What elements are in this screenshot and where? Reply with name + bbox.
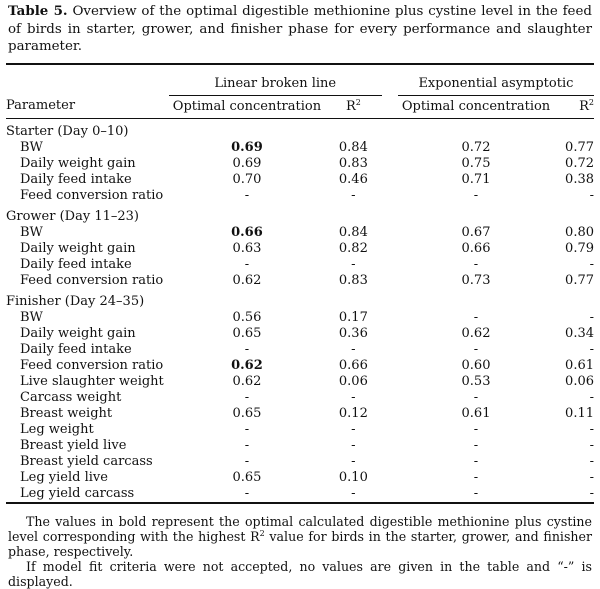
linear-r2-cell: 0.17 — [338, 309, 368, 325]
exp-r2-cell: - — [589, 187, 594, 203]
footnote-bold — [8, 514, 592, 559]
linear-optimal-cell: 0.65 — [232, 469, 262, 485]
parameter-cell: Breast yield carcass — [20, 453, 153, 469]
linear-optimal-cell: 0.63 — [232, 240, 262, 256]
table-row — [6, 486, 594, 502]
caption-label: Table 5. — [8, 3, 68, 19]
gap-cell — [382, 310, 398, 326]
linear-optimal-cell: - — [244, 256, 250, 272]
exp-r2-cell: - — [589, 341, 594, 357]
exp-optimal-cell: - — [473, 389, 479, 405]
table-row — [6, 310, 594, 326]
parameter-cell: Daily feed intake — [20, 256, 132, 272]
caption-text: Overview of the optimal digestible methionine plus cystine level in the feed of birds in starter, grower, and finisher phase for every performance and slaughter parameter. — [8, 4, 592, 54]
parameter-cell: Breast yield live — [20, 437, 127, 453]
exp-r2-cell: - — [589, 453, 594, 469]
parameter-cell: Leg yield carcass — [20, 485, 135, 501]
gap-cell — [382, 225, 398, 241]
linear-optimal-cell: 0.65 — [232, 405, 262, 421]
exp-optimal-cell: - — [473, 453, 479, 469]
exp-r2-cell: - — [589, 309, 594, 325]
r2-base: R — [345, 98, 356, 114]
exp-optimal-cell: - — [473, 341, 479, 357]
exp-optimal-cell: 0.60 — [461, 357, 491, 373]
parameter-header: Parameter — [6, 98, 76, 114]
exp-r2-cell: 0.38 — [565, 171, 594, 187]
table-row — [6, 342, 594, 358]
exp-r2-cell: - — [589, 485, 594, 501]
linear-optimal-cell — [169, 225, 325, 241]
footnote-dash: If model fit criteria were not accepted, no values are given in the table and “-” is displayed. — [8, 558, 592, 589]
table-row — [6, 241, 594, 257]
footnote-bold-text: The values in bold represent the optimal calculated digestible methionine plus cystine level corresponding with the highest R — [8, 513, 592, 544]
group-exp-header: Exponential asymptotic — [398, 65, 594, 96]
linear-optimal-cell — [169, 358, 325, 374]
exp-optimal-cell: - — [473, 437, 479, 453]
exp-optimal-cell: - — [473, 256, 479, 272]
phase-label: Starter (Day 0–10) — [6, 123, 129, 139]
exp-optimal-cell: 0.71 — [461, 171, 491, 187]
exp-optimal-cell: 0.66 — [461, 240, 491, 256]
table-row — [6, 374, 594, 390]
exp-optimal-cell: - — [473, 421, 479, 437]
gap-cell — [382, 422, 398, 438]
bold-value: 0.66 — [231, 224, 263, 240]
gap-cell — [382, 140, 398, 156]
linear-r2-cell: - — [351, 187, 356, 203]
table-row — [6, 156, 594, 172]
linear-optimal-cell: - — [244, 421, 250, 437]
linear-optimal-cell: - — [244, 341, 250, 357]
parameter-cell: Leg yield live — [20, 469, 108, 485]
table-row — [6, 326, 594, 342]
exp-optimal-cell: - — [473, 309, 479, 325]
linear-r2-cell: - — [351, 453, 356, 469]
linear-r2-cell: - — [351, 421, 356, 437]
linear-optimal-cell: 0.70 — [232, 171, 262, 187]
gap-cell — [382, 326, 398, 342]
linear-optimal-header: Optimal concentration — [172, 98, 322, 114]
exp-optimal-cell: - — [473, 469, 479, 485]
linear-optimal-cell: - — [244, 187, 250, 203]
table-body — [6, 119, 594, 502]
linear-r2-cell: 0.66 — [338, 357, 368, 373]
parameter-cell: Daily weight gain — [20, 240, 136, 256]
exp-r2-cell: 0.06 — [565, 373, 594, 389]
linear-r2-cell: - — [351, 437, 356, 453]
exp-optimal-header: Optimal concentration — [401, 98, 551, 114]
gap-cell — [382, 188, 398, 204]
linear-optimal-cell: - — [244, 437, 250, 453]
parameter-cell: Feed conversion ratio — [20, 357, 164, 373]
linear-optimal-cell: 0.62 — [232, 272, 262, 288]
bold-value: 0.69 — [231, 139, 263, 155]
r2-base: R — [579, 98, 589, 114]
gap-cell — [382, 454, 398, 470]
gap-cell — [382, 390, 398, 406]
linear-optimal-cell: 0.69 — [232, 155, 262, 171]
linear-optimal-cell: - — [244, 453, 250, 469]
linear-r2-cell: 0.84 — [338, 139, 368, 155]
parameter-cell: Feed conversion ratio — [20, 187, 164, 203]
exp-r2-cell: 0.72 — [565, 155, 594, 171]
parameter-cell: Daily weight gain — [20, 155, 136, 171]
linear-r2-cell: 0.82 — [338, 240, 368, 256]
gap-cell — [382, 470, 398, 486]
gap-cell — [382, 406, 398, 422]
exp-optimal-cell: - — [473, 485, 479, 501]
parameter-cell: Leg weight — [20, 421, 94, 437]
parameter-cell: BW — [20, 139, 43, 155]
exp-r2-header — [554, 95, 594, 118]
linear-r2-cell: 0.06 — [338, 373, 368, 389]
exp-optimal-cell: 0.75 — [461, 155, 491, 171]
table-row — [6, 454, 594, 470]
exp-r2-cell: - — [589, 389, 594, 405]
gap-cell — [382, 438, 398, 454]
parameter-cell: Live slaughter weight — [20, 373, 164, 389]
linear-r2-cell: 0.83 — [338, 155, 368, 171]
linear-optimal-cell: 0.65 — [232, 325, 262, 341]
group-linear-header: Linear broken line — [169, 65, 382, 96]
exp-optimal-cell: 0.73 — [461, 272, 491, 288]
gap-cell — [382, 358, 398, 374]
gap-cell — [382, 172, 398, 188]
linear-r2-cell: 0.46 — [338, 171, 368, 187]
linear-optimal-cell — [169, 140, 325, 156]
exp-r2-cell: 0.80 — [565, 224, 594, 240]
table-figure — [0, 3, 600, 589]
phase-label: Grower (Day 11–23) — [6, 208, 139, 224]
r2-sup: 2 — [588, 97, 594, 107]
phase-row — [6, 204, 594, 225]
linear-optimal-cell: - — [244, 389, 250, 405]
table-row — [6, 273, 594, 289]
exp-optimal-cell: 0.61 — [461, 405, 491, 421]
exp-optimal-cell: 0.62 — [461, 325, 491, 341]
parameter-cell: BW — [20, 224, 43, 240]
linear-r2-cell: - — [351, 485, 356, 501]
linear-optimal-cell: - — [244, 485, 250, 501]
table-row — [6, 140, 594, 156]
table-row — [6, 172, 594, 188]
linear-r2-cell: - — [351, 389, 356, 405]
linear-r2-cell: - — [351, 341, 356, 357]
table-row — [6, 358, 594, 374]
exp-optimal-cell: 0.53 — [461, 373, 491, 389]
gap-cell — [382, 374, 398, 390]
parameter-cell: Carcass weight — [20, 389, 122, 405]
exp-r2-cell: - — [589, 437, 594, 453]
table-row — [6, 422, 594, 438]
table-row — [6, 470, 594, 486]
phase-row — [6, 119, 594, 140]
exp-optimal-cell: - — [473, 187, 479, 203]
exp-r2-cell: 0.61 — [565, 357, 594, 373]
exp-r2-cell: - — [589, 469, 594, 485]
linear-r2-cell: 0.12 — [338, 405, 368, 421]
exp-r2-cell: 0.77 — [565, 139, 594, 155]
gap-cell — [382, 273, 398, 289]
table-row — [6, 390, 594, 406]
bold-value: 0.62 — [231, 357, 263, 373]
phase-row — [6, 289, 594, 310]
gap-cell — [382, 241, 398, 257]
linear-optimal-cell: 0.62 — [232, 373, 262, 389]
table-row — [6, 225, 594, 241]
r2-sup: 2 — [355, 97, 361, 107]
gap-cell — [382, 342, 398, 358]
gap-cell — [382, 257, 398, 273]
exp-r2-cell: 0.34 — [565, 325, 594, 341]
linear-r2-cell: 0.36 — [338, 325, 368, 341]
linear-r2-cell: 0.10 — [338, 469, 368, 485]
parameter-cell: BW — [20, 309, 43, 325]
exp-optimal-cell: 0.67 — [461, 224, 491, 240]
exp-r2-cell: - — [589, 421, 594, 437]
exp-r2-cell: - — [589, 256, 594, 272]
parameter-cell: Daily weight gain — [20, 325, 136, 341]
table-row — [6, 438, 594, 454]
table-row — [6, 257, 594, 273]
parameter-cell: Daily feed intake — [20, 341, 132, 357]
gap-cell — [382, 486, 398, 502]
table-row — [6, 406, 594, 422]
linear-r2-cell: 0.84 — [338, 224, 368, 240]
linear-r2-cell: 0.83 — [338, 272, 368, 288]
exp-optimal-cell: 0.72 — [461, 139, 491, 155]
exp-r2-cell: 0.79 — [565, 240, 594, 256]
footnote-bold-text-end: value for birds in the starter, grower, and finisher phase, respectively. — [8, 528, 592, 559]
footnote-sup: 2 — [259, 528, 265, 538]
parameter-cell: Daily feed intake — [20, 171, 132, 187]
linear-optimal-cell: 0.56 — [232, 309, 262, 325]
parameter-cell: Breast weight — [20, 405, 113, 421]
table-caption — [6, 3, 594, 56]
linear-r2-cell: - — [351, 256, 356, 272]
linear-r2-header — [325, 95, 382, 118]
gap-cell — [382, 156, 398, 172]
exp-r2-cell: 0.11 — [565, 405, 594, 421]
table-row — [6, 188, 594, 204]
footnotes — [6, 514, 594, 589]
exp-r2-cell: 0.77 — [565, 272, 594, 288]
data-table — [6, 63, 594, 504]
parameter-cell: Feed conversion ratio — [20, 272, 164, 288]
phase-label: Finisher (Day 24–35) — [6, 293, 145, 309]
